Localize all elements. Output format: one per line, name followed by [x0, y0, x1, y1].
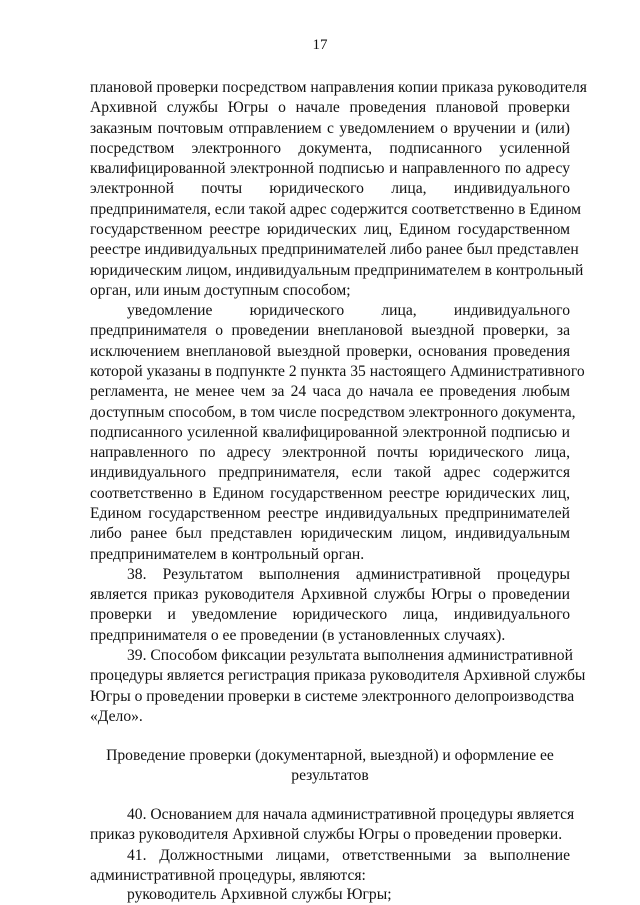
text-line: индивидуального предпринимателя, если такой адрес содержится: [90, 464, 570, 481]
text-line: Югры о проведении проверки в системе электронного делопроизводства: [90, 688, 575, 705]
text-line: реестре индивидуальных предпринимателей либо ранее был представлен: [90, 241, 579, 258]
text-line: направленного по адресу электронной почты юридического лица,: [90, 444, 570, 461]
text-line: проверки и уведомление юридического лица, индивидуального: [90, 606, 570, 623]
page-number: 17: [312, 37, 328, 53]
text-line: Архивной службы Югры о начале проведения плановой проверки: [90, 99, 570, 116]
text-line: юридическим лицом, индивидуальным предпринимателем в контрольный: [90, 262, 584, 279]
text-line: предпринимателя о ее проведении (в установленных случаях).: [90, 627, 506, 644]
text-line: 38. Результатом выполнения административной процедуры: [127, 566, 570, 583]
text-line: является приказ руководителя Архивной службы Югры о проведении: [90, 586, 570, 603]
text-line: приказ руководителя Архивной службы Югры о проведении проверки.: [90, 826, 563, 843]
text-line: предпринимателем в контрольный орган.: [90, 546, 365, 563]
section-heading-line: Проведение проверки (документарной, выездной) и оформление ее: [106, 747, 554, 764]
text-line: 41. Должностными лицами, ответственными за выполнение: [127, 847, 570, 864]
text-line: Едином государственном реестре индивидуальных предпринимателей: [90, 505, 570, 522]
text-line: «Дело».: [90, 708, 143, 725]
text-line: процедуры является регистрация приказа руководителя Архивной службы: [90, 667, 586, 684]
section-heading-line: результатов: [291, 767, 369, 784]
text-line: плановой проверки посредством направления копии приказа руководителя: [90, 79, 587, 96]
text-line: орган, или иным доступным способом;: [90, 282, 351, 299]
text-line: либо ранее был представлен юридическим лицом, индивидуальным: [90, 525, 570, 542]
text-line: исключением внеплановой выездной проверки, основания проведения: [90, 343, 570, 360]
text-line: предпринимателя, если такой адрес содержится соответственно в Едином: [90, 201, 581, 218]
text-line: государственном реестре юридических лиц, Едином государственном: [90, 221, 570, 238]
text-line: соответственно в Едином государственном реестре юридических лиц,: [90, 485, 570, 502]
text-line: заказным почтовым отправлением с уведомлением о вручении и (или): [90, 120, 570, 137]
text-line: руководитель Архивной службы Югры;: [127, 886, 392, 903]
text-line: 40. Основанием для начала административной процедуры является: [127, 806, 575, 823]
text-line: квалифицированной электронной подписью и направленного по адресу: [90, 160, 570, 177]
text-line: подписанного усиленной квалифицированной электронной подписью и: [90, 424, 570, 441]
text-line: которой указаны в подпункте 2 пункта 35 настоящего Административного: [90, 363, 585, 380]
text-line: административной процедуры, являются:: [90, 867, 366, 884]
text-line: уведомление юридического лица, индивидуального: [127, 302, 570, 319]
text-line: регламента, не менее чем за 24 часа до начала ее проведения любым: [90, 383, 570, 400]
text-line: доступным способом, в том числе посредством электронного документа,: [90, 404, 576, 421]
text-line: электронной почты юридического лица, индивидуального: [90, 180, 570, 197]
text-line: предпринимателя о проведении внеплановой выездной проверки, за: [90, 322, 570, 339]
text-line: посредством электронного документа, подписанного усиленной: [90, 140, 570, 157]
text-line: 39. Способом фиксации результата выполнения административной: [127, 647, 573, 664]
